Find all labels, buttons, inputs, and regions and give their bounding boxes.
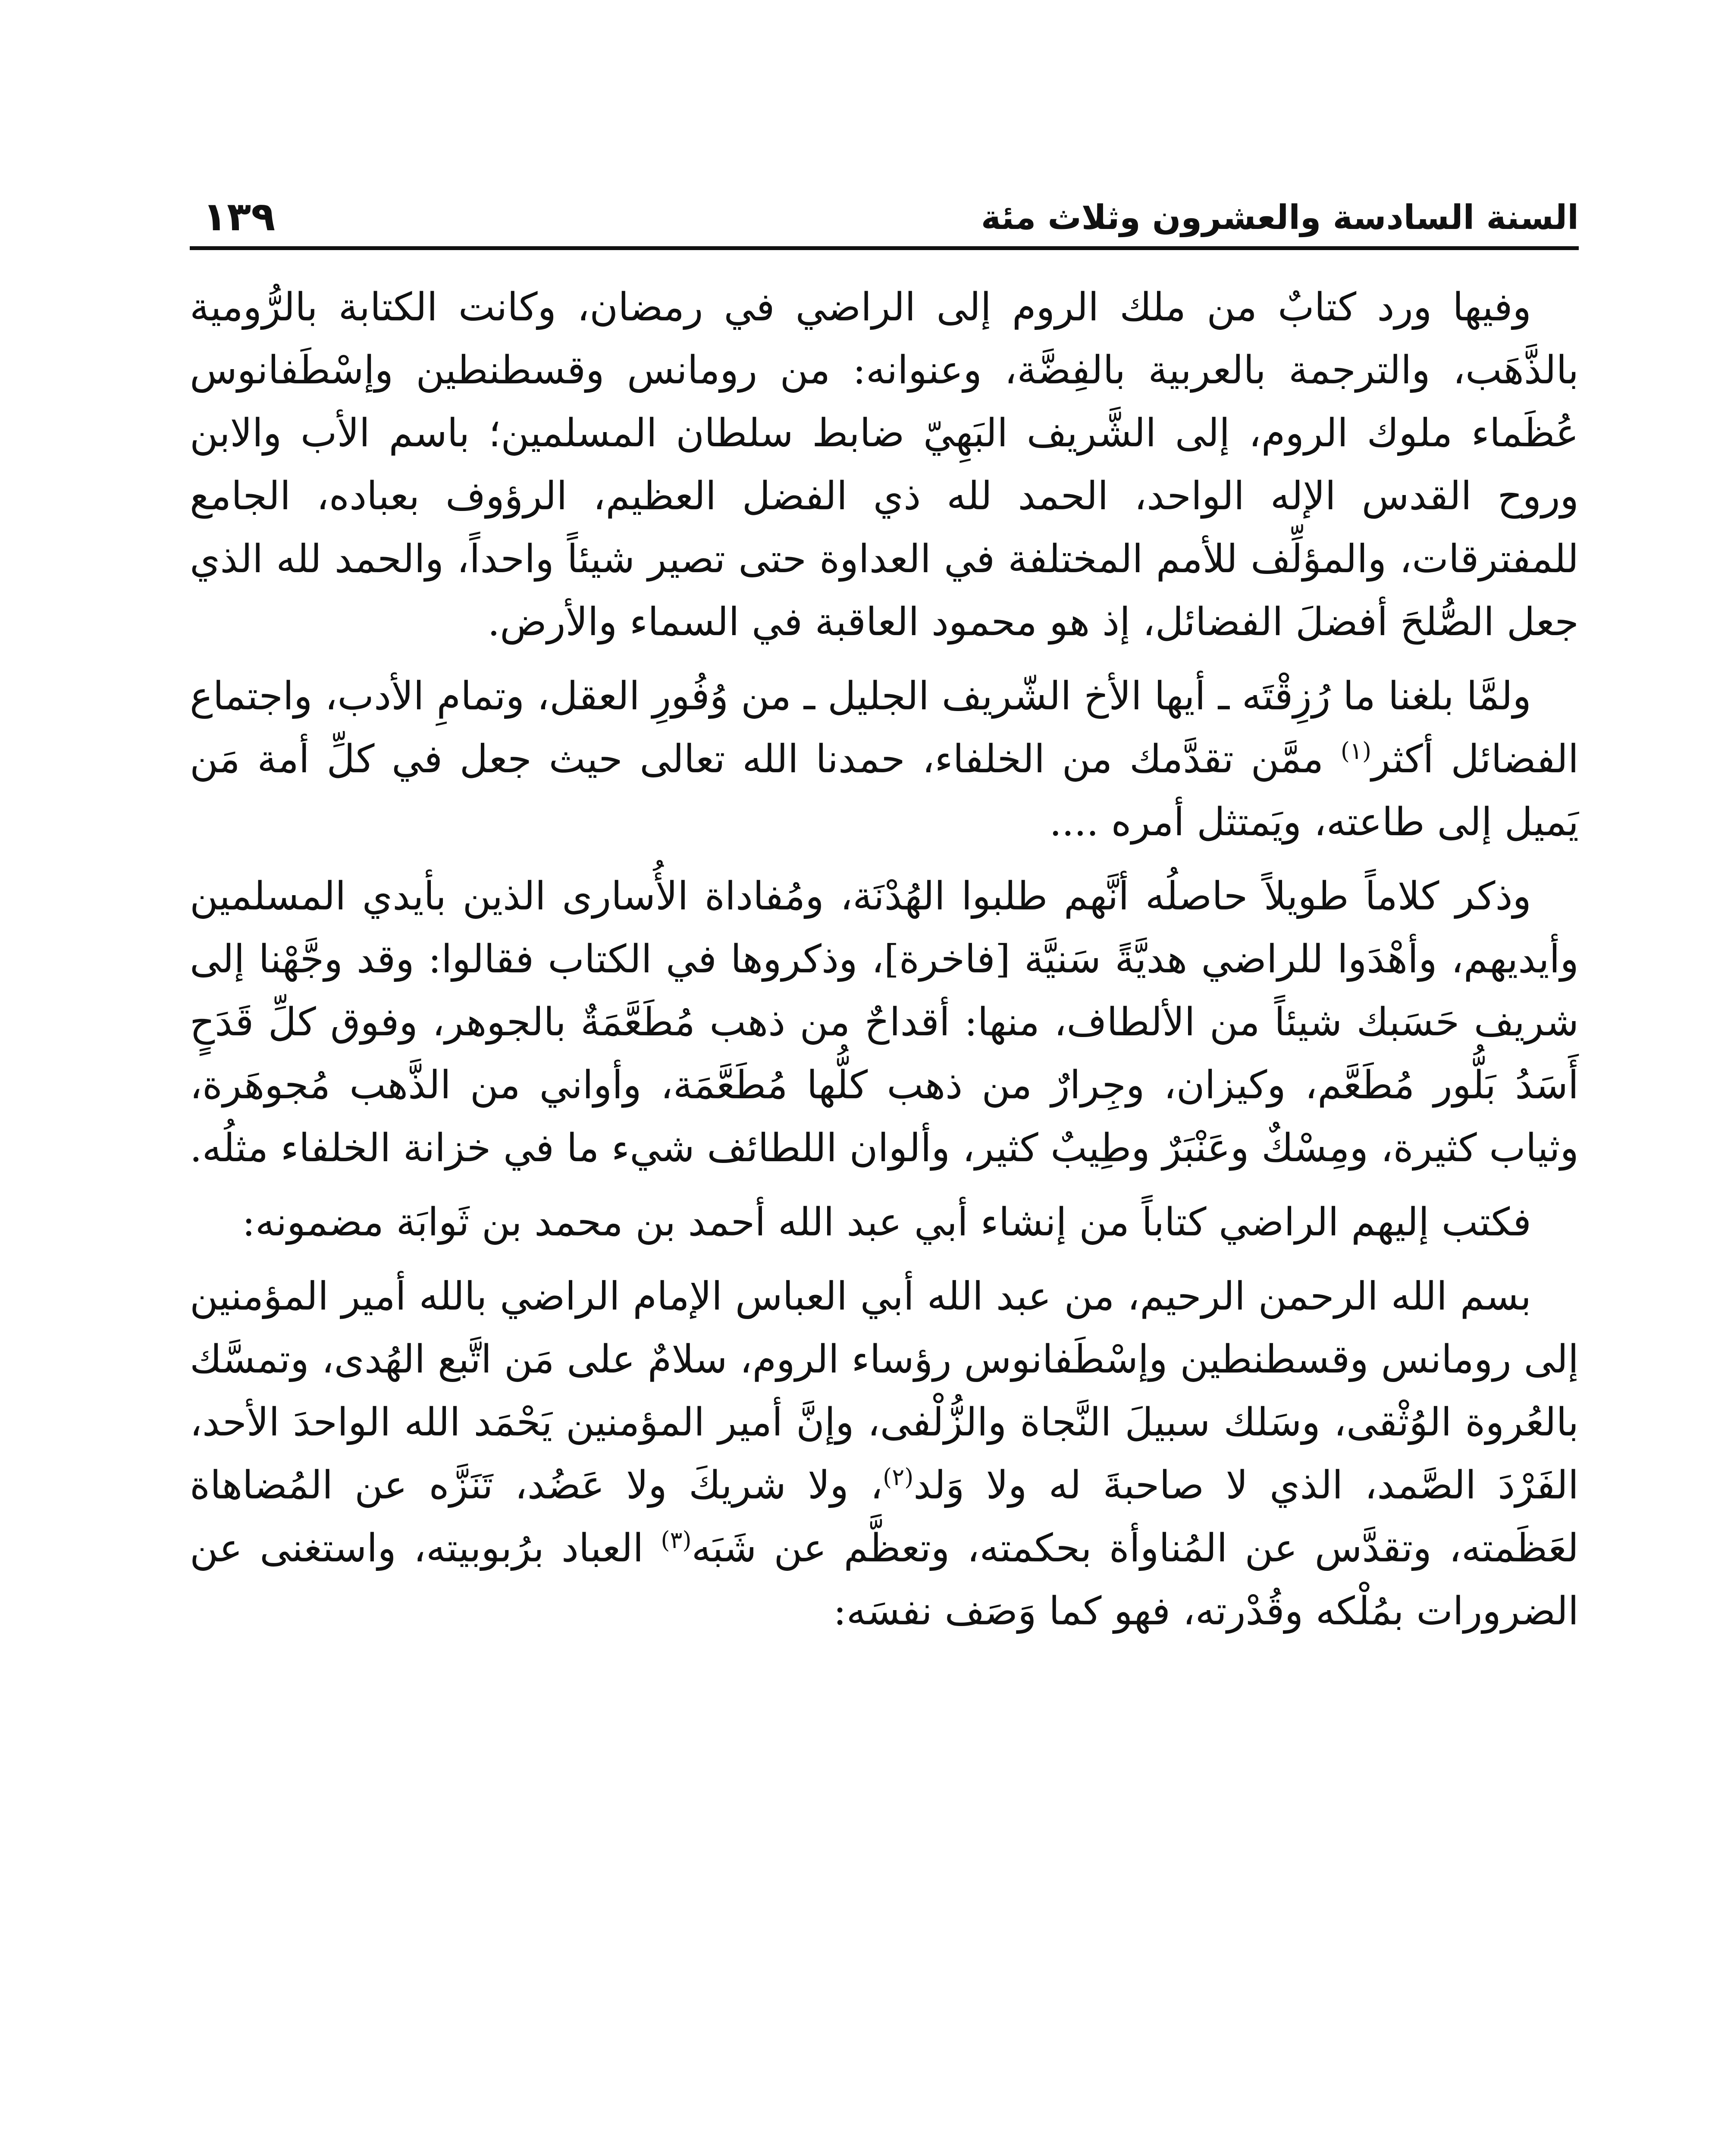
paragraph-3: [190, 865, 1579, 1180]
paragraph-1: [190, 276, 1579, 654]
footnote-ref-1: (١): [1340, 737, 1372, 765]
paragraph-text: وذكر كلاماً طويلاً حاصلُه أنَّهم طلبوا الهُدْنَة، ومُفاداة الأُسارى الذين بأيدي المسلمين وأيديهم، وأهْدَوا للراضي هديَّةً سَنيَّة [فاخرة]، وذكروها في الكتاب فقالوا: وقد وجَّهْنا إلى شريف حَسَبك شيئاً من الألطاف، منها: أقداحٌ من ذهب مُطَعَّمَةٌ بالجوهر، وفوق كلِّ قَدَحٍ أَسَدُ بَلُّور مُطَعَّم، وكيزان، وجِرارٌ من ذهب كلُّها مُطَعَّمَة، وأواني من الذَّهب مُجوهَرة، وثياب كثيرة، ومِسْكٌ وعَنْبَرٌ وطِيبٌ كثير، وألوان اللطائف شيء ما في خزانة الخلفاء مثلُه.: [190, 874, 1579, 1171]
paragraph-text: وفيها ورد كتابٌ من ملك الروم إلى الراضي في رمضان، وكانت الكتابة بالرُّومية بالذَّهَب، والترجمة بالعربية بالفِضَّة، وعنوانه: من رومانس وقسطنطين وإسْطَفانوس عُظَماء ملوك الروم، إلى الشَّريف البَهِيّ ضابط سلطان المسلمين؛ باسم الأب والابن وروح القدس الإله الواحد، الحمد لله ذي الفضل العظيم، الرؤوف بعباده، الجامع للمفترقات، والمؤلِّف للأمم المختلفة في العداوة حتى تصير شيئاً واحداً، والحمد لله الذي جعل الصُّلحَ أفضلَ الفضائل، إذ هو محمود العاقبة في السماء والأرض.: [190, 285, 1579, 645]
paragraph-text: ولمَّا بلغنا ما رُزِقْتَه ـ أيها الأخ الشّريف الجليل ـ من وُفُورِ العقل، وتمامِ الأدب، واجتماع الفضائل أكثر: [190, 674, 1579, 782]
running-title: السنة السادسة والعشرون وثلاث مئة: [981, 198, 1579, 237]
paragraph-4: [190, 1191, 1579, 1254]
page-number: ١٣٩: [203, 194, 276, 240]
paragraph-text: ، ولا شريكَ ولا عَضُد، تَنَزَّه عن المُضاهاة لعَظَمته، وتقدَّس عن المُناوأة بحكمته، وتعظَّم عن شَبَه: [190, 1463, 1579, 1571]
paragraph-text: ممَّن تقدَّمك من الخلفاء، حمدنا الله تعالى حيث جعل في كلِّ أمة مَن يَميل إلى طاعته، ويَمتثل أمره ....: [190, 736, 1579, 845]
paragraph-text: العباد برُبوبيته، واستغنى عن الضرورات بمُلْكه وقُدْرته، فهو كما وَصَف نفسَه:: [190, 1526, 1579, 1634]
paragraph-text: بسم الله الرحمن الرحيم، من عبد الله أبي العباس الإمام الراضي بالله أمير المؤمنين إلى رومانس وقسطنطين وإسْطَفانوس رؤساء الروم، سلامٌ على مَن اتَّبع الهُدى، وتمسَّك بالعُروة الوُثْقى، وسَلك سبيلَ النَّجاة والزُّلْفى، وإنَّ أمير المؤمنين يَحْمَد الله الواحدَ الأحد، الفَرْدَ الصَّمد، الذي لا صاحبةَ له ولا وَلد: [190, 1274, 1579, 1508]
page-header: [190, 172, 1579, 250]
footnote-ref-2: (٢): [883, 1463, 914, 1491]
paragraph-5: [190, 1265, 1579, 1643]
paragraph-2: [190, 665, 1579, 854]
footnote-ref-3: (٣): [661, 1526, 692, 1554]
header-rule: [190, 246, 1579, 250]
main-text: [190, 276, 1579, 1654]
paragraph-text: فكتب إليهم الراضي كتاباً من إنشاء أبي عبد الله أحمد بن محمد بن ثَوابَة مضمونه:: [242, 1200, 1531, 1245]
